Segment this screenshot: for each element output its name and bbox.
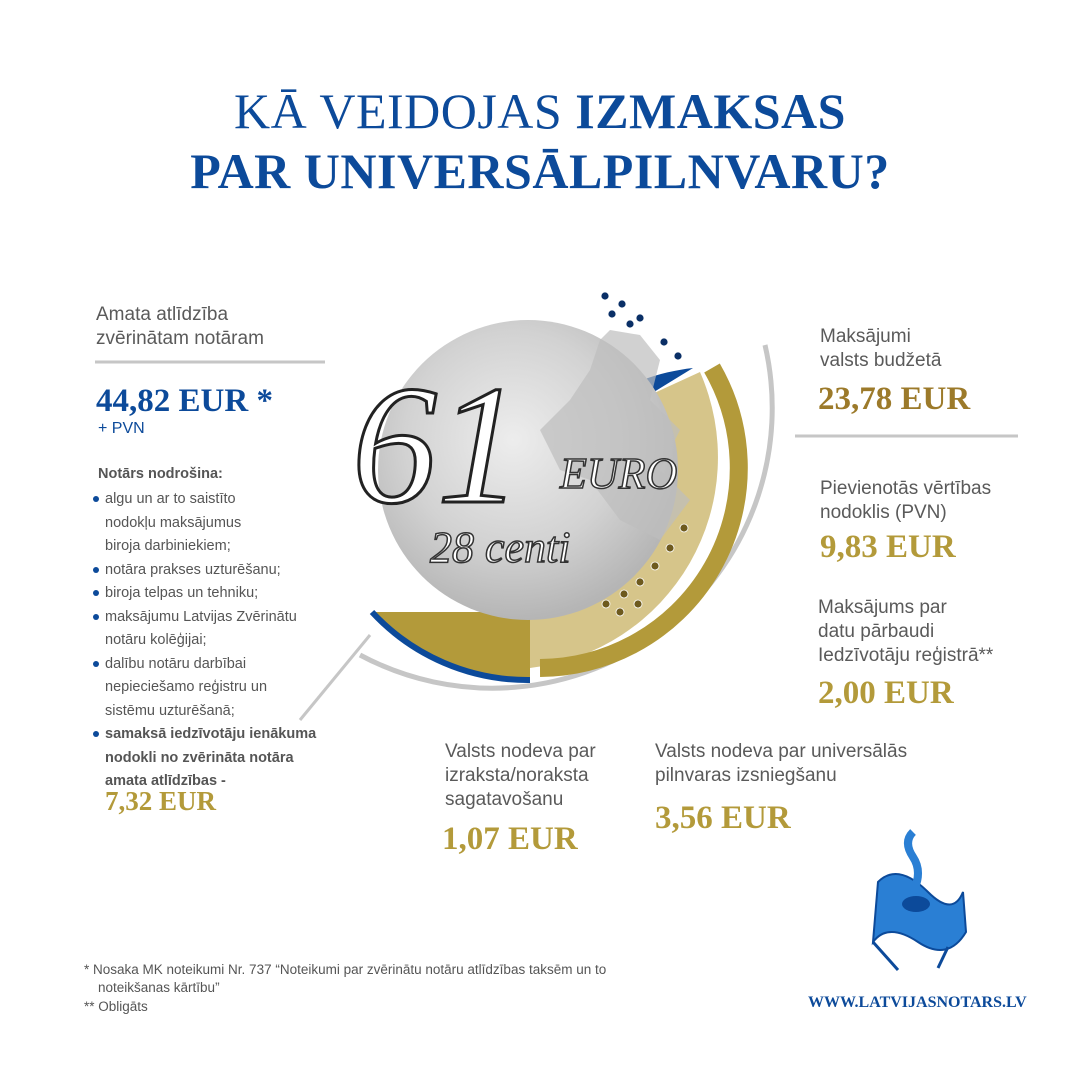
notary-logo-icon xyxy=(858,822,976,972)
budget-label: Maksājumi valsts budžetā xyxy=(820,326,942,371)
footnote-1: * Nosaka MK noteikumi Nr. 737 “Noteikumi par zvērinātu notāru atlīdzības taksēm un to noteikšanas kārtību” xyxy=(84,962,607,995)
list-item: algu un ar to saistīto nodokļu maksājumus biroja darbiniekiem; xyxy=(93,488,353,559)
title-regular: KĀ VEIDOJAS xyxy=(234,83,576,139)
vat-label: Pievienotās vērtības nodoklis (PVN) xyxy=(820,478,992,523)
website-link[interactable]: WWW.LATVIJASNOTARS.LV xyxy=(808,994,1027,1011)
copy-fee-amount: 1,07 EUR xyxy=(442,821,578,857)
list-item: maksājumu Latvijas Zvērinātu notāru kolēģijai; xyxy=(93,606,353,653)
provides-list xyxy=(93,488,353,794)
title-line2-bold: PAR UNIVERSĀLPILNVARU? xyxy=(190,143,890,199)
vat-amount: 9,83 EUR xyxy=(820,529,956,565)
issue-fee-amount: 3,56 EUR xyxy=(655,800,791,836)
asterisk: * xyxy=(256,383,273,419)
provides-heading: Notārs nodrošina: xyxy=(98,466,223,482)
list-item: notāra prakses uzturēšanu; xyxy=(93,559,353,583)
coin-cents: 28 centi xyxy=(430,523,571,572)
issue-fee-label: Valsts nodeva par universālās pilnvaras izsniegšanu xyxy=(655,741,908,786)
list-item: dalību notāru darbībai nepieciešamo reģistru un sistēmu uzturēšanā; xyxy=(93,653,353,724)
check-amount: 2,00 EUR xyxy=(818,675,954,711)
list-item-tax: samaksā iedzīvotāju ienākuma nodokli no zvērināta notāra amata atlīdzības - xyxy=(93,723,353,794)
budget-amount: 23,78 EUR xyxy=(818,381,971,417)
notary-fee-label: Amata atlīdzība zvērinātam notāram xyxy=(96,304,264,349)
coin-currency: EURO xyxy=(560,449,678,498)
vat-note: + PVN xyxy=(98,420,145,437)
list-item: biroja telpas un tehniku; xyxy=(93,582,353,606)
coin-big-number: 61 xyxy=(352,351,522,539)
copy-fee-label: Valsts nodeva par izraksta/noraksta sagatavošanu xyxy=(445,741,596,810)
notary-fee-amount: 44,82 EUR * xyxy=(96,383,273,419)
footnote-2: ** Obligāts xyxy=(84,999,148,1014)
title-bold: IZMAKSAS xyxy=(575,83,846,139)
check-label: Maksājums par datu pārbaudi Iedzīvotāju reģistrā** xyxy=(818,597,994,666)
tax-amount: 7,32 EUR xyxy=(105,786,217,816)
